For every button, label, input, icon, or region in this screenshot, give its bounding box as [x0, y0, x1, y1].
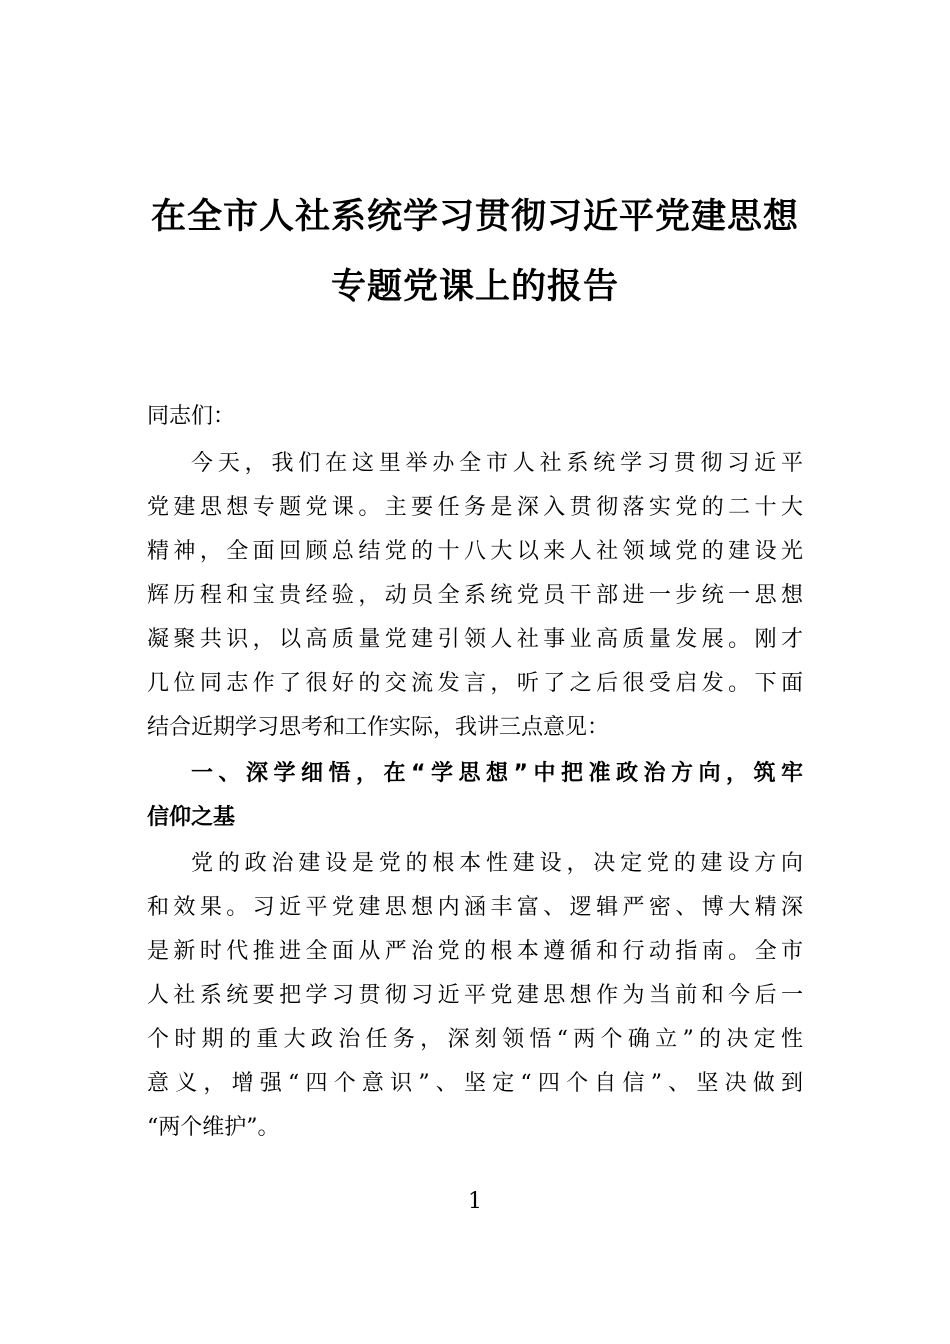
paragraph-2-line: 是新时代推进全面从严治党的根本遵循和行动指南。全市 — [147, 939, 803, 964]
paragraph-1-line: 党建思想专题党课。主要任务是深入贯彻落实党的二十大 — [147, 495, 803, 520]
paragraph-1-line: 结合近期学习思考和工作实际，我讲三点意见： — [147, 715, 610, 740]
paragraph-1-line: 几位同志作了很好的交流发言，听了之后很受启发。下面 — [147, 671, 803, 696]
paragraph-2-line: 人社系统要把学习贯彻习近平党建思想作为当前和今后一 — [147, 983, 803, 1008]
paragraph-1-line: 今天，我们在这里举办全市人社系统学习贯彻习近平 — [191, 451, 803, 476]
paragraph-1-line: 辉历程和宝贵经验，动员全系统党员干部进一步统一思想 — [147, 583, 803, 608]
document-title-line-2: 专题党课上的报告 — [330, 267, 619, 307]
section-1-heading-line: 一、深学细悟，在“学思想”中把准政治方向，筑牢 — [191, 761, 803, 786]
paragraph-2-line: “两个维护”。 — [147, 1115, 280, 1140]
paragraph-1-line: 凝聚共识，以高质量党建引领人社事业高质量发展。刚才 — [147, 627, 803, 652]
salutation: 同志们： — [147, 404, 236, 429]
paragraph-2-line: 个时期的重大政治任务，深刻领悟“两个确立”的决定性 — [147, 1027, 803, 1052]
section-1-heading-line: 信仰之基 — [147, 805, 236, 830]
document-title-line-1: 在全市人社系统学习贯彻习近平党建思想 — [150, 197, 799, 237]
paragraph-2-line: 和效果。习近平党建思想内涵丰富、逻辑严密、博大精深 — [147, 895, 803, 920]
paragraph-1-line: 精神，全面回顾总结党的十八大以来人社领域党的建设光 — [147, 539, 803, 564]
paragraph-2-line: 意义，增强“四个意识”、坚定“四个自信”、坚决做到 — [147, 1071, 803, 1096]
paragraph-2-line: 党的政治建设是党的根本性建设，决定党的建设方向 — [191, 851, 803, 876]
page-number: 1 — [468, 1189, 482, 1214]
